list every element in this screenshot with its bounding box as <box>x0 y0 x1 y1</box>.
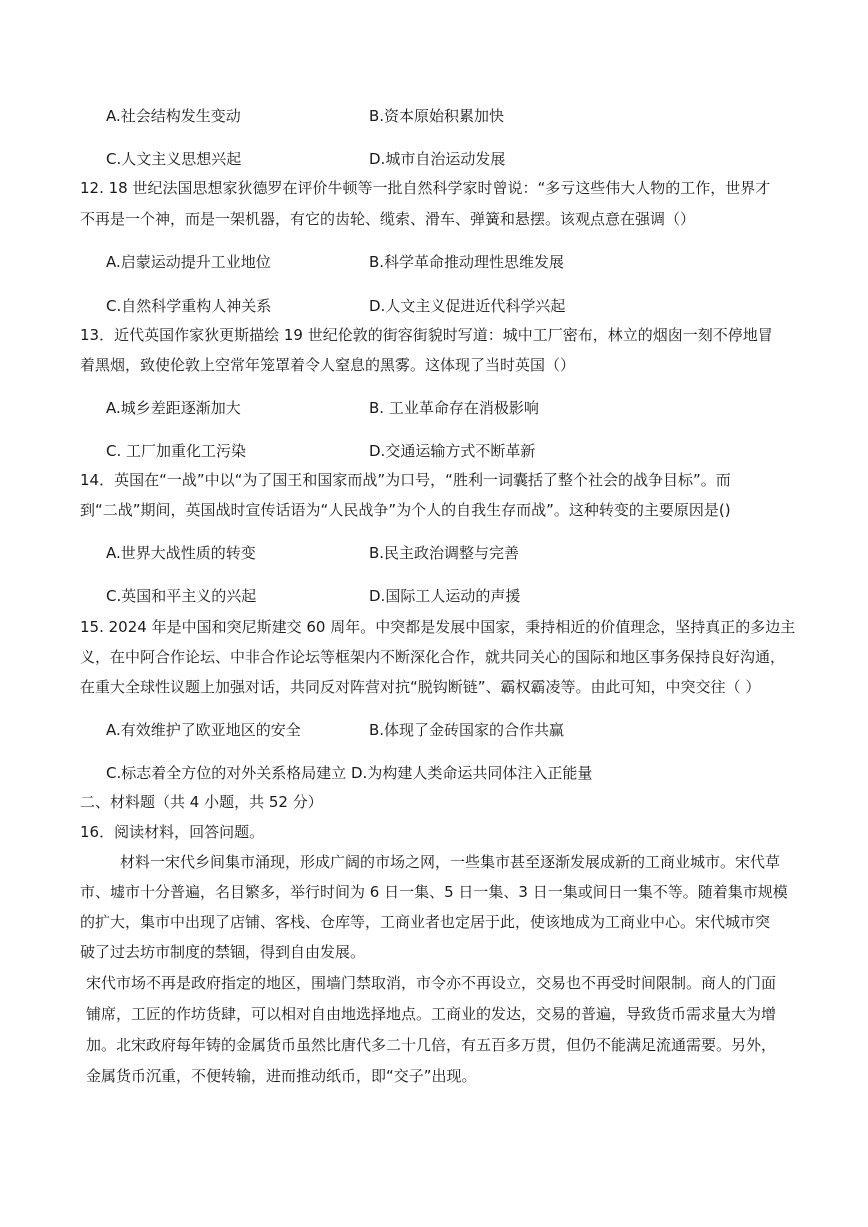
q12-stem-line-2: 不再是一个神，而是一架机器，有它的齿轮、缆索、滑车、弹簧和悬摆。该观点意在强调（） <box>80 210 696 228</box>
q11-option-a: A.社会结构发生变动 <box>106 107 241 125</box>
q13-option-c: C. 工厂加重化工污染 <box>106 442 247 460</box>
q11-option-d: D.城市自治运动发展 <box>369 150 506 168</box>
q16-stem: 16．阅读材料，回答问题。 <box>80 823 265 841</box>
q13-option-b: B. 工业革命存在消极影响 <box>369 399 539 417</box>
q16-material-2-line-1: 宋代市场不再是政府指定的地区，围墙门禁取消，市令亦不再设立，交易也不再受时间限制。商人的门面 <box>86 974 777 992</box>
q16-material-1-line-2: 市、墟市十分普遍，名目繁多，举行时间为 6 日一集、5 日一集、3 日一集或间日一集不等。随着集市规模 <box>80 883 788 901</box>
q13-stem-line-2: 着黑烟，致使伦敦上空常年笼罩着令人窒息的黑雾。这体现了当时英国（） <box>80 356 576 374</box>
q15-option-a: A.有效维护了欧亚地区的安全 <box>106 721 301 739</box>
q15-stem-line-2: 义，在中阿合作论坛、中非合作论坛等框架内不断深化合作，就共同关心的国际和地区事务保持良好沟通， <box>80 648 786 666</box>
q12-stem-line-1: 12. 18 世纪法国思想家狄德罗在评价牛顿等一批自然科学家时曾说：“多亏这些伟大人物的工作，世界才 <box>80 179 771 197</box>
q16-material-1-line-1: 材料一宋代乡间集市涌现，形成广阔的市场之网，一些集市甚至逐渐发展成新的工商业城市。宋代草 <box>120 853 781 871</box>
section-title: 二、材料题（共 4 小题，共 52 分） <box>80 793 323 811</box>
q16-material-1-line-3: 的扩大，集市中出现了店铺、客栈、仓库等，工商业者也定居于此，使该地成为工商业中心。宋代城市突 <box>80 913 771 931</box>
q12-option-a: A.启蒙运动提升工业地位 <box>106 253 271 271</box>
q15-option-cd: C.标志着全方位的对外关系格局建立 D.为构建人类命运共同体注入正能量 <box>106 764 593 782</box>
q13-stem-line-1: 13．近代英国作家狄更斯描绘 19 世纪伦敦的街容街貌时写道：城中工厂密布，林立的烟囱一刻不停地冒 <box>80 326 773 344</box>
q11-option-c: C.人文主义思想兴起 <box>106 150 242 168</box>
q16-material-2-line-4: 金属货币沉重，不便转输，进而推动纸币，即“交子”出现。 <box>86 1067 477 1085</box>
q11-option-b: B.资本原始积累加快 <box>369 107 505 125</box>
q16-material-2-line-3: 加。北宋政府每年铸的金属货币虽然比唐代多二十几倍，有五百多万贯，但仍不能满足流通需要。另外， <box>86 1036 777 1054</box>
q14-option-c: C.英国和平主义的兴起 <box>106 587 257 605</box>
q14-stem-line-2: 到“二战”期间，英国战时宣传话语为“人民战争”为个人的自我生存而战”。这种转变的主要原因是() <box>80 501 731 519</box>
q14-option-a: A.世界大战性质的转变 <box>106 544 256 562</box>
q12-option-b: B.科学革命推动理性思维发展 <box>369 253 565 271</box>
q12-option-d: D.人文主义促进近代科学兴起 <box>369 297 566 315</box>
q15-option-b: B.体现了金砖国家的合作共赢 <box>369 721 565 739</box>
q14-option-d: D.国际工人运动的声援 <box>369 587 521 605</box>
q16-material-2-line-2: 铺席，工匠的作坊货肆，可以相对自由地选择地点。工商业的发达，交易的普遍，导致货币需求量大为增 <box>86 1005 777 1023</box>
q14-stem-line-1: 14．英国在“一战”中以“为了国王和国家而战”为口号，“胜利一词囊括了整个社会的战争目标”。而 <box>80 471 731 489</box>
q14-option-b: B.民主政治调整与完善 <box>369 544 520 562</box>
q13-option-a: A.城乡差距逐渐加大 <box>106 399 241 417</box>
q12-option-c: C.自然科学重构人神关系 <box>106 297 272 315</box>
q13-option-d: D.交通运输方式不断革新 <box>369 442 536 460</box>
q15-stem-line-1: 15. 2024 年是中国和突尼斯建交 60 周年。中突都是发展中国家，秉持相近的价值理念，坚持真正的多边主 <box>80 618 796 636</box>
q16-material-1-line-4: 破了过去坊市制度的禁锢，得到自由发展。 <box>80 943 366 961</box>
q15-stem-line-3: 在重大全球性议题上加强对话，共同反对阵营对抗“脱钩断链”、霸权霸凌等。由此可知，中突交往（ ） <box>80 678 761 696</box>
